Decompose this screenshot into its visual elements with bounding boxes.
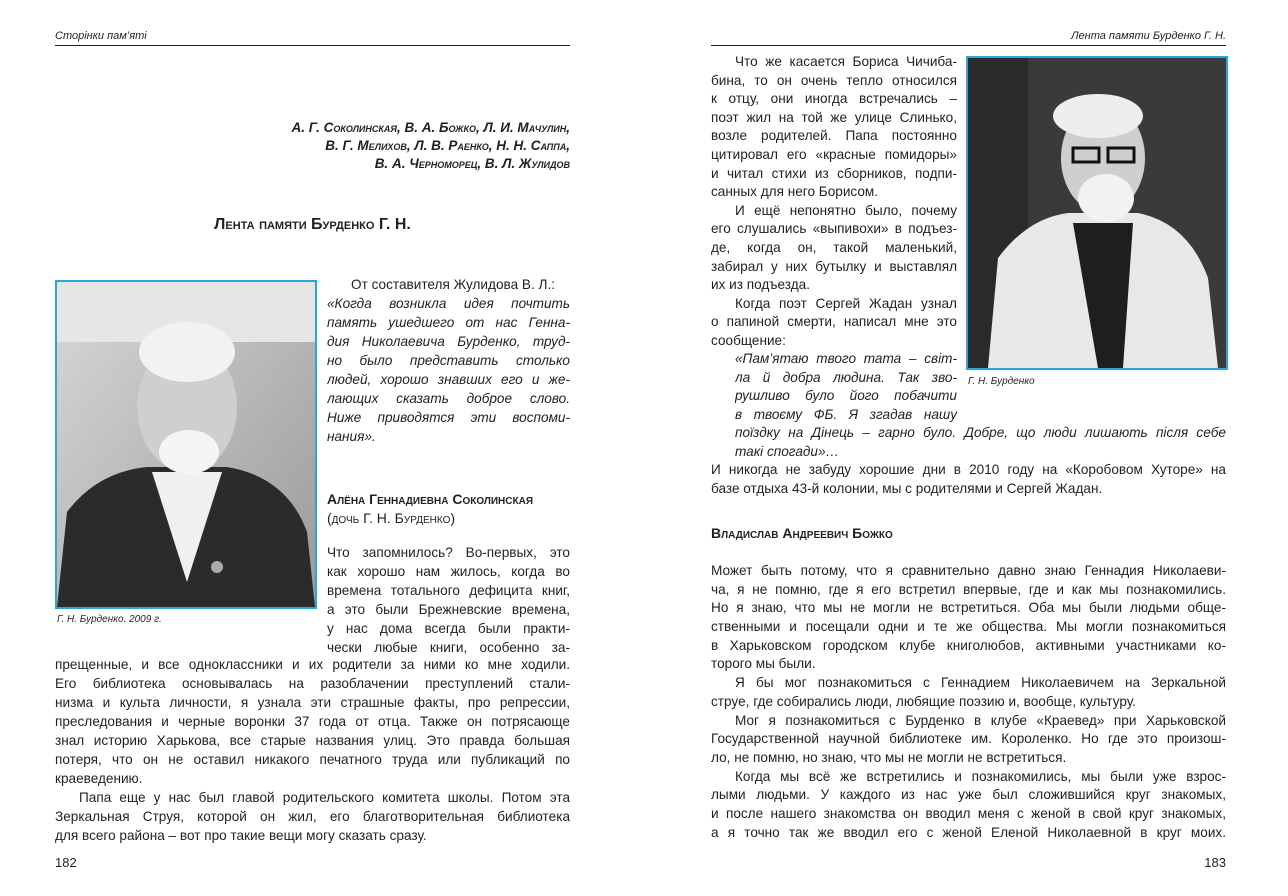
section-heading-bozhko: Владислав Андреевич Божко xyxy=(711,525,893,541)
text-line: Может быть потому, что я сравнительно давно знаю Геннадия Николаеви- xyxy=(711,563,1226,578)
header-rule-left xyxy=(55,45,570,46)
text-line: И никогда не забуду хорошие дни в 2010 году на «Коробовом Хуторе» на xyxy=(711,462,1226,477)
text-line: Когда мы всё же встретились и познакомились, мы были уже взрос- xyxy=(735,768,1226,784)
authors-line: В. Г. Мелихов, Л. В. Раенко, Н. Н. Саппа, xyxy=(325,138,570,153)
compiler-note-label xyxy=(327,275,570,294)
text-line: его слушались «выпивохи» в подъез- xyxy=(711,221,957,237)
text-line: санных для него Борисом. xyxy=(711,184,879,200)
section-heading-sokolinskaya: Алёна Геннадиевна Соколинская xyxy=(327,491,534,507)
text-line: бина, то он очень тепло относился xyxy=(711,72,957,88)
text-line: Я бы мог познакомиться с Геннадием Николаевичем на Зеркальной xyxy=(735,675,1226,691)
text-line: цитировал его «красные помидоры» xyxy=(711,146,957,162)
text-line: Что запомнилось? Во-первых, это xyxy=(327,545,570,560)
authors-list xyxy=(291,119,570,173)
text-line: о папиной смерти, написал мне это xyxy=(711,314,957,330)
portrait-photo-glasses xyxy=(966,56,1228,370)
text-line: де, когда он, такой маленький, xyxy=(711,239,957,255)
compiler-quote xyxy=(327,294,570,446)
text-line: в твоєму ФБ. Я згадав нашу xyxy=(735,406,957,422)
article-title: Лента памяти Бурденко Г. Н. xyxy=(214,216,411,233)
text-line: для всего района – вот про такие вещи могу сказать сразу. xyxy=(55,828,427,843)
zhadan-quote-narrow xyxy=(735,350,957,424)
zhadan-quote-wide xyxy=(735,424,1226,461)
authors-line: А. Г. Соколинская, В. А. Божко, Л. И. Мачулин, xyxy=(291,120,570,135)
text-line: у нас дома всегда были практи- xyxy=(327,621,570,636)
text-line: Мог я познакомиться с Бурденко в клубе «Краевед» при Харьковской xyxy=(735,712,1226,728)
text-line: лыми людьми. У каждого из нас уже был сложившийся круг знакомых, xyxy=(711,787,1226,803)
text-line: «Когда возникла идея почтить xyxy=(327,296,570,311)
text-line: а я точно так же вводил его с женой Еленой Николаевной в круг моих. xyxy=(711,824,1226,840)
text-line: знал историю Харькова, все старые названия улиц. Это правда большая xyxy=(55,733,570,748)
text-line: ча, я не помню, где я его встретил впервые, где и как мы познакомились. xyxy=(711,581,1226,597)
text-line: нания». xyxy=(327,429,376,444)
text-line: струе, где собирались люди, любящие поэзию и, вообще, культуру. xyxy=(711,693,1136,709)
page-number-right: 183 xyxy=(1204,855,1226,870)
khutor-memory-text xyxy=(711,461,1226,498)
text-line: Но я знаю, что мы не могли не встретиться. Оба мы были людьми обще- xyxy=(711,600,1226,616)
running-head-left: Сторінки пам’яті xyxy=(55,30,147,42)
running-head-right: Лента памяти Бурденко Г. Н. xyxy=(1071,30,1226,42)
header-rule-right xyxy=(711,45,1226,46)
text-line: память ушедшего от нас Генна- xyxy=(327,315,570,330)
page-number-left: 182 xyxy=(55,855,77,870)
text-line: ла й добра людина. Так зво- xyxy=(735,369,957,385)
sokolinskaya-continued-text xyxy=(711,53,957,351)
text-line: чески любые книги, особенно за- xyxy=(327,640,570,655)
text-line: поэт жил на той же улице Слинько, xyxy=(711,109,957,125)
text-line: прещенные, и все одноклассники и их родители за ними ко мне ходили. xyxy=(55,657,570,672)
sokolinskaya-column-text xyxy=(327,543,570,657)
text-line: их из подъезда. xyxy=(711,277,810,293)
text-line: но было представить столько xyxy=(327,353,570,368)
sokolinskaya-full-text xyxy=(55,655,570,845)
text-line: Его библиотека основывалась на разоблачении преступлений стали- xyxy=(55,676,570,691)
text-line: И ещё непонятно было, почему xyxy=(735,202,957,218)
text-line: и после нашего знакомства он вводил меня с женой в свой круг знакомых, xyxy=(711,805,1226,821)
text-line: сообщение: xyxy=(711,332,786,348)
text-line: времена тотального дефицита книг, xyxy=(327,583,570,598)
text-line: возле родителей. Папа постоянно xyxy=(711,128,957,144)
text-line: людей, хорошо знавших его и же- xyxy=(327,372,570,387)
text-line: и читал стихи из сборников, подпи- xyxy=(711,165,957,181)
text-line: низма и культа личности, я узнала эти страшные факты, про репрессии, xyxy=(55,695,570,710)
text-line: преследования и черные воронки 37 года от отца. Также он потрясающе xyxy=(55,714,570,729)
text-line: Зеркальная Струя, которой он жил, его благотворительная библиотека xyxy=(55,809,570,824)
section-subtitle: (дочь Г. Н. Бурденко) xyxy=(327,510,456,526)
text-line: рушливо було його побачити xyxy=(735,388,957,404)
text-line: а это были Брежневские времена, xyxy=(327,602,570,617)
text-line: Папа еще у нас был главой родительского комитета школы. Потом эта xyxy=(79,790,570,805)
text-line: ло, не помню, но знаю, что мы не могли не встретиться. xyxy=(711,749,1067,765)
text-line: базе отдыха 43-й колонии, мы с родителями и Сергей Жадан. xyxy=(711,480,1103,496)
text-line: дия Николаевича Бурденко, труд- xyxy=(327,334,570,349)
authors-line: В. А. Черноморец, В. Л. Жулидов xyxy=(374,156,570,171)
text-line: Государственной научной библиотеке им. Короленко. Но где это произош- xyxy=(711,731,1226,747)
text-line: торого мы были. xyxy=(711,656,816,672)
bozhko-text xyxy=(711,562,1226,842)
text-line: Ниже приводятся эти воспоми- xyxy=(327,410,570,425)
text-line: «Пам’ятаю твого тата – світ- xyxy=(735,351,957,366)
text-line: в Харьковском городском клубе книголюбов, активными участниками ко- xyxy=(711,637,1226,653)
portrait-photo-2009 xyxy=(55,280,317,609)
text-line: потеря, что он не оставил никакого печатного труда или публикаций по xyxy=(55,752,570,767)
text-line: лающих сказать доброе слово. xyxy=(327,391,570,406)
text-line: ственными и посещали одни и те же общества. Мы могли познакомиться xyxy=(711,619,1226,635)
text-line: такі спогади»… xyxy=(735,443,840,459)
text-line: поїздку на Дінець – гарно було. Добре, що люди лишають після себе xyxy=(735,425,1226,440)
text-line: забирал у них бутылку и выставлял xyxy=(711,258,957,274)
text-line: Когда поэт Сергей Жадан узнал xyxy=(735,295,957,311)
text-line: Что же касается Бориса Чичиба- xyxy=(735,54,957,69)
text-line: к отцу, они иногда встречались – xyxy=(711,91,957,107)
photo-caption-left: Г. Н. Бурденко. 2009 г. xyxy=(57,614,162,625)
text-line: краеведению. xyxy=(55,771,143,786)
photo-caption-right: Г. Н. Бурденко xyxy=(968,376,1035,387)
text-line: как хорошо нам жилось, когда во xyxy=(327,564,570,579)
text-line: От составителя Жулидова В. Л.: xyxy=(351,277,555,292)
